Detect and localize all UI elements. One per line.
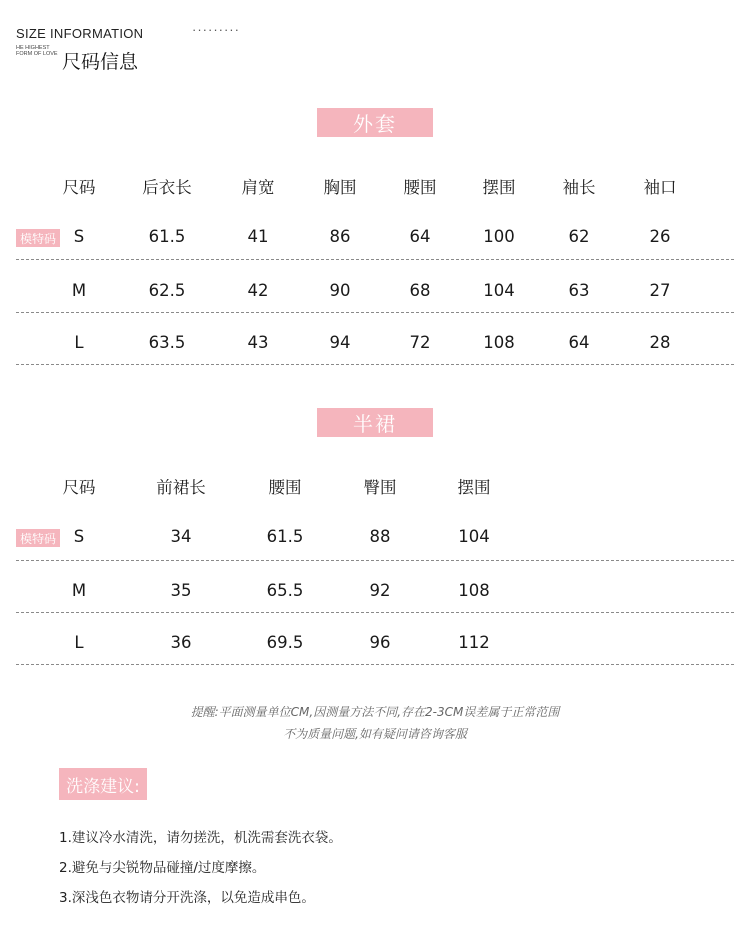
skirt-table-cell: 88 [369, 527, 391, 546]
jacket-model-size-tag: 模特码 [16, 229, 60, 247]
skirt-header-cell: 摆围 [457, 478, 491, 497]
jacket-row-divider [16, 364, 734, 365]
skirt-row-divider [16, 560, 734, 561]
skirt-table-cell: 65.5 [266, 581, 304, 600]
care-item-1: 1.建议冷水清洗，请勿搓洗，机洗需套洗衣袋。 [59, 830, 342, 846]
care-item-3: 3.深浅色衣物请分开洗涤，以免造成串色。 [59, 890, 315, 906]
skirt-table-cell: 104 [458, 527, 490, 546]
brand-dots: ········· [192, 22, 240, 37]
jacket-table-cell: 64 [409, 227, 431, 246]
jacket-table-cell: 63 [568, 281, 590, 300]
jacket-header-cell: 尺码 [62, 178, 96, 197]
measurement-note-line2: 不为质量问题,如有疑问请咨询客服 [283, 727, 467, 741]
jacket-header-cell: 袖长 [562, 178, 596, 197]
jacket-banner: 外套 [317, 108, 433, 137]
jacket-table-cell: 62 [568, 227, 590, 246]
jacket-row-divider [16, 259, 734, 260]
jacket-table-cell: 100 [483, 227, 515, 246]
skirt-table-cell: L [74, 633, 84, 652]
brand-subtitle-line2: FORM OF LOVE [16, 51, 58, 57]
jacket-table-cell: 86 [329, 227, 351, 246]
skirt-row-divider [16, 664, 734, 665]
page-title: 尺码信息 [62, 51, 139, 73]
jacket-header-cell: 摆围 [482, 178, 516, 197]
jacket-table-cell: 64 [568, 333, 590, 352]
jacket-header-cell: 袖口 [643, 178, 677, 197]
jacket-table-cell: S [73, 227, 85, 246]
jacket-table-cell: 68 [409, 281, 431, 300]
jacket-header-cell: 胸围 [323, 178, 357, 197]
jacket-table-cell: 104 [483, 281, 515, 300]
jacket-table-cell: 28 [649, 333, 671, 352]
jacket-table-cell: 90 [329, 281, 351, 300]
jacket-table-cell: 43 [247, 333, 269, 352]
measurement-note-line1: 提醒:平面测量单位CM,因测量方法不同,存在2-3CM误差属于正常范围 [190, 705, 560, 719]
jacket-table-cell: L [74, 333, 84, 352]
jacket-table-cell: M [71, 281, 87, 300]
jacket-table-cell: 62.5 [148, 281, 186, 300]
skirt-table-cell: 92 [369, 581, 391, 600]
skirt-banner: 半裙 [317, 408, 433, 437]
jacket-table-cell: 27 [649, 281, 671, 300]
skirt-table-cell: S [73, 527, 85, 546]
skirt-table-cell: 108 [458, 581, 490, 600]
jacket-table-cell: 42 [247, 281, 269, 300]
skirt-model-size-tag: 模特码 [16, 529, 60, 547]
care-item-2: 2.避免与尖锐物品碰撞/过度摩擦。 [59, 860, 266, 876]
skirt-table-cell: 61.5 [266, 527, 304, 546]
jacket-table-cell: 63.5 [148, 333, 186, 352]
brand-subtitle-line1: HE HIGHEST [16, 45, 50, 51]
jacket-header-cell: 肩宽 [241, 178, 275, 197]
jacket-table-cell: 61.5 [148, 227, 186, 246]
skirt-table-cell: 35 [170, 581, 192, 600]
brand-title: SIZE INFORMATION [16, 26, 144, 41]
skirt-header-cell: 臀围 [363, 478, 397, 497]
skirt-table-cell: 69.5 [266, 633, 304, 652]
skirt-header-cell: 前裙长 [156, 478, 206, 497]
skirt-table-cell: 36 [170, 633, 192, 652]
skirt-table-cell: 96 [369, 633, 391, 652]
jacket-header-cell: 后衣长 [142, 178, 192, 197]
jacket-table-cell: 41 [247, 227, 269, 246]
skirt-table-cell: 34 [170, 527, 192, 546]
care-title: 洗涤建议: [59, 768, 147, 800]
skirt-table-cell: M [71, 581, 87, 600]
jacket-table-cell: 94 [329, 333, 351, 352]
jacket-table-cell: 72 [409, 333, 431, 352]
jacket-table-cell: 26 [649, 227, 671, 246]
jacket-row-divider [16, 312, 734, 313]
skirt-header-cell: 尺码 [62, 478, 96, 497]
skirt-table-cell: 112 [458, 633, 490, 652]
skirt-row-divider [16, 612, 734, 613]
skirt-header-cell: 腰围 [268, 478, 302, 497]
jacket-table-cell: 108 [483, 333, 515, 352]
jacket-header-cell: 腰围 [403, 178, 437, 197]
